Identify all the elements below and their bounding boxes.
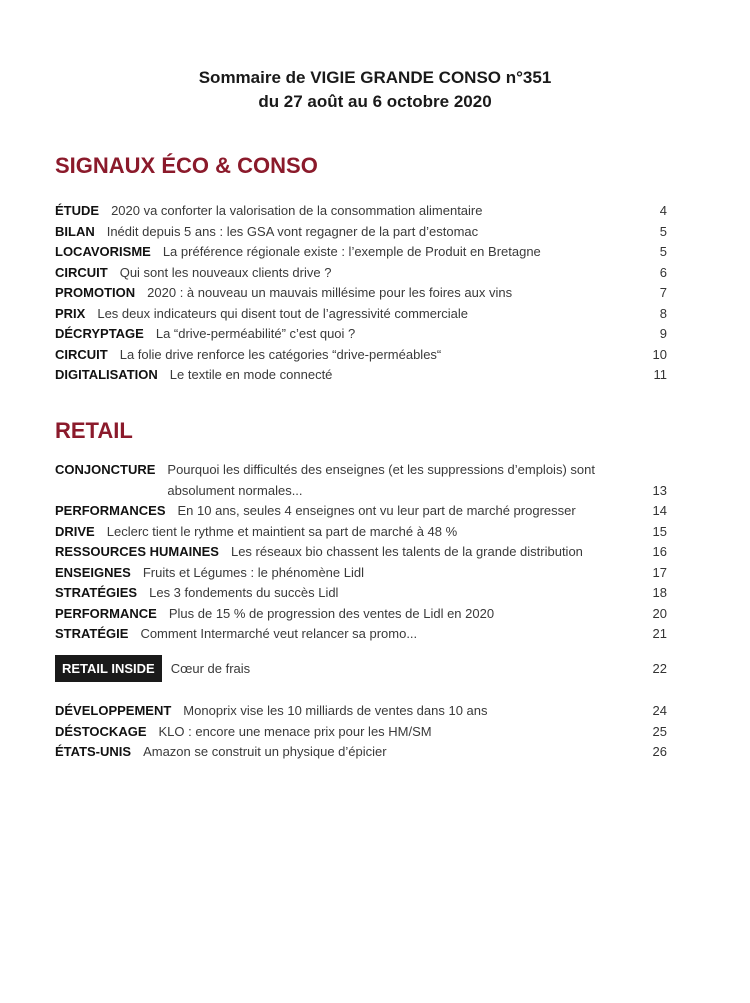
toc-entry-keyword: PRIX [55, 305, 86, 321]
toc-entry-page: 21 [652, 626, 667, 641]
toc-entry[interactable] [55, 201, 667, 222]
toc-entry[interactable] [55, 563, 667, 584]
toc-entry-page: 5 [659, 223, 667, 239]
toc-entry-page: 16 [652, 544, 667, 559]
toc-entry-title: Monoprix vise les 10 milliards de ventes dans 10 ans [183, 703, 488, 718]
toc-entry-page: 9 [659, 326, 667, 341]
toc-entry-keyword: PERFORMANCE [55, 605, 157, 621]
toc-entry[interactable] [55, 304, 667, 325]
toc-entry-title: 2020 : à nouveau un mauvais millésime pour les foires aux vins [147, 285, 513, 300]
toc-entry-title: Fruits et Légumes : le phénomène Lidl [142, 564, 364, 580]
toc-entry-page: 26 [652, 744, 667, 759]
toc-entry[interactable] [55, 583, 667, 604]
retail-inside-badge: RETAIL INSIDE [55, 655, 162, 682]
toc-entry-page: 5 [659, 244, 667, 259]
toc-entry[interactable] [55, 624, 667, 645]
toc-entry-page: 14 [652, 503, 667, 518]
toc-entry-keyword: PROMOTION [55, 285, 136, 300]
toc-entry-keyword: PERFORMANCES [55, 503, 166, 518]
toc-entry-title: Le textile en mode connecté [169, 367, 333, 382]
toc-entry-keyword: STRATÉGIE [55, 626, 129, 641]
toc-entry-title: Les 3 fondements du succès Lidl [149, 585, 339, 600]
toc-entry-title: 2020 va conforter la valorisation de la consommation alimentaire [111, 203, 483, 218]
toc-entry-keyword: LOCAVORISME [55, 244, 151, 259]
toc-list-signaux [55, 201, 667, 386]
toc-entry-page: 18 [652, 585, 667, 600]
toc-entry-page: 7 [659, 285, 667, 300]
retail-inside-row[interactable] [55, 655, 667, 682]
toc-entry-title: Leclerc tient le rythme et maintient sa part de marché à 48 % [106, 523, 458, 539]
toc-entry[interactable] [55, 722, 667, 743]
toc-entry-keyword: DIGITALISATION [55, 367, 158, 382]
toc-entry-title: La “drive-perméabilité” c’est quoi ? [155, 326, 356, 341]
toc-entry-title: Plus de 15 % de progression des ventes de Lidl en 2020 [168, 605, 495, 621]
toc-entry-title: Amazon se construit un physique d’épicier [143, 744, 387, 759]
toc-entry-keyword: ÉTATS-UNIS [55, 744, 132, 759]
toc-list-retail [55, 460, 667, 645]
toc-entry-keyword: DÉCRYPTAGE [55, 326, 144, 341]
toc-entry-keyword: DÉSTOCKAGE [55, 723, 147, 739]
toc-entry[interactable] [55, 742, 667, 763]
toc-entry-keyword: STRATÉGIES [55, 585, 138, 600]
toc-entry[interactable] [55, 460, 667, 501]
toc-entry-page: 20 [652, 605, 667, 621]
toc-entry-title: Comment Intermarché veut relancer sa promo... [140, 626, 418, 641]
toc-entry-page: 8 [659, 305, 667, 321]
toc-entry-title: En 10 ans, seules 4 enseignes ont vu leur part de marché progresser [177, 503, 576, 518]
toc-entry-title: KLO : encore une menace prix pour les HM/SM [158, 723, 432, 739]
toc-entry[interactable] [55, 222, 667, 243]
toc-entry-title: Les deux indicateurs qui disent tout de l’agressivité commerciale [97, 305, 469, 321]
title-line-1: Sommaire de VIGIE GRANDE CONSO n°351 [198, 68, 552, 87]
title-line-2: du 27 août au 6 octobre 2020 [258, 92, 492, 111]
toc-entry[interactable] [55, 365, 667, 386]
toc-entry[interactable] [55, 501, 667, 522]
toc-entry-title: La folie drive renforce les catégories “drive-perméables“ [119, 346, 442, 362]
retail-inside-page: 22 [652, 661, 667, 676]
toc-entry-keyword: CIRCUIT [55, 346, 108, 362]
toc-entry-page: 17 [652, 564, 667, 580]
section-heading-retail: RETAIL [55, 418, 133, 443]
toc-entry-keyword: DRIVE [55, 523, 95, 539]
toc-entry[interactable] [55, 542, 667, 563]
toc-entry-page: 4 [659, 203, 667, 218]
section-heading-signaux: SIGNAUX ÉCO & CONSO [55, 153, 318, 178]
toc-entry-page: 6 [659, 264, 667, 280]
toc-entry[interactable] [55, 701, 667, 722]
toc-entry[interactable] [55, 242, 667, 263]
toc-entry-title: Inédit depuis 5 ans : les GSA vont regagner de la part d’estomac [106, 223, 479, 239]
toc-entry-keyword: ENSEIGNES [55, 564, 131, 580]
toc-entry[interactable] [55, 324, 667, 345]
toc-entry-page: 24 [652, 703, 667, 718]
toc-entry-page: 25 [652, 723, 667, 739]
toc-entry-keyword: BILAN [55, 223, 95, 239]
toc-entry-title: La préférence régionale existe : l’exemple de Produit en Bretagne [162, 244, 541, 259]
toc-entry-title: Pourquoi les difficultés des enseignes (et les suppressions d’emplois) sont absolument normales... [167, 462, 595, 498]
toc-entry[interactable] [55, 604, 667, 625]
toc-entry-page: 10 [652, 346, 667, 362]
toc-entry-page: 11 [653, 367, 667, 382]
toc-entry-keyword: DÉVELOPPEMENT [55, 703, 172, 718]
toc-entry-keyword: CIRCUIT [55, 264, 108, 280]
toc-entry-keyword: RESSOURCES HUMAINES [55, 544, 219, 559]
document-title [0, 66, 750, 114]
toc-entry[interactable] [55, 522, 667, 543]
toc-entry[interactable] [55, 283, 667, 304]
toc-entry-title: Les réseaux bio chassent les talents de la grande distribution [230, 544, 583, 559]
toc-entry-title: Qui sont les nouveaux clients drive ? [119, 264, 332, 280]
toc-entry-page: 13 [652, 482, 667, 498]
toc-entry-keyword: ÉTUDE [55, 203, 100, 218]
toc-entry-page: 15 [652, 523, 667, 539]
retail-inside-title: Cœur de frais [170, 661, 251, 676]
toc-entry[interactable] [55, 263, 667, 284]
toc-entry[interactable] [55, 345, 667, 366]
toc-entry-keyword: CONJONCTURE [55, 462, 156, 477]
toc-list-retail-2 [55, 701, 667, 763]
